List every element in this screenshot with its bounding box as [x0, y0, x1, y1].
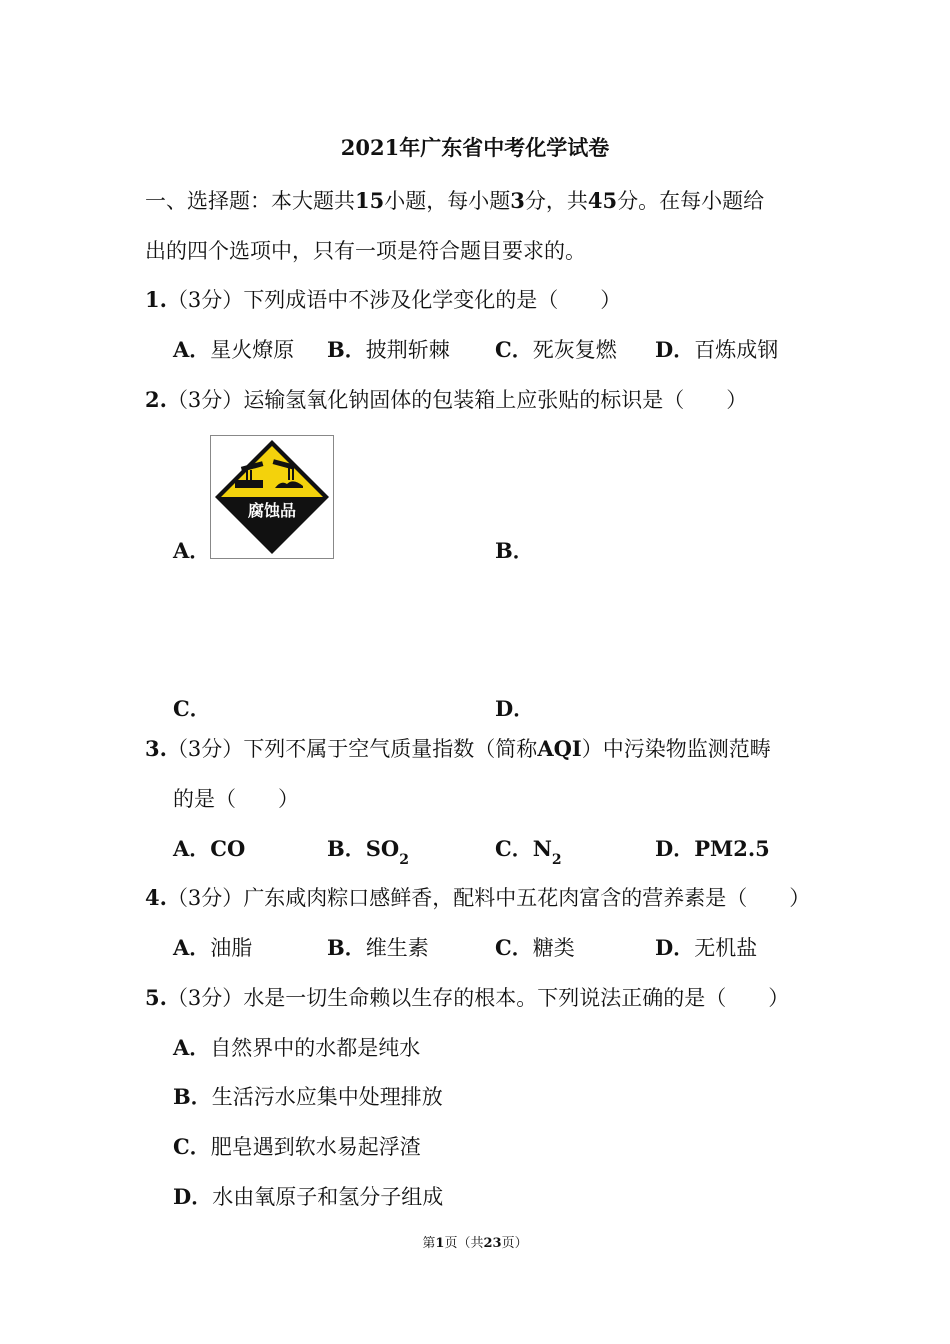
q2-option-c[interactable]: C． — [173, 696, 211, 721]
question-score: （3分） — [166, 886, 244, 910]
question-number: 5 — [145, 985, 160, 1010]
section-text: 小题，每小题 — [384, 189, 511, 213]
question-count: 15 — [355, 188, 385, 213]
q2-option-a[interactable]: A． — [173, 538, 211, 563]
q5-option-a[interactable]: A．自然界中的水都是纯水 — [173, 1035, 421, 1060]
q4-option-c[interactable]: C．糖类 — [495, 935, 575, 960]
question-score: （3分） — [166, 288, 244, 312]
q3-option-c[interactable]: C．$N_2$ — [495, 836, 562, 868]
sign-label: 腐蚀品 — [247, 501, 297, 520]
q4-option-b[interactable]: B．维生素 — [327, 935, 429, 960]
q4-option-a[interactable]: A．油脂 — [173, 935, 253, 960]
question-score: （3分） — [166, 737, 244, 761]
question-5: 5.（3分）水是一切生命赖以生存的根本。下列说法正确的是（ ） — [145, 985, 790, 1010]
section-text: 一、选择题：本大题共 — [145, 189, 355, 213]
question-number: 4 — [145, 885, 160, 910]
q5-option-c[interactable]: C．肥皂遇到软水易起浮渣 — [173, 1134, 421, 1159]
question-2: 2.（3分）运输氢氧化钠固体的包装箱上应张贴的标识是（ ） — [145, 387, 748, 412]
q1-option-d[interactable]: D．百炼成钢 — [655, 337, 779, 362]
question-3-line2: 的是（ ） — [173, 787, 299, 811]
total-points: 45 — [587, 188, 618, 213]
question-number: 1 — [145, 287, 160, 312]
q3-option-b[interactable]: B．$SO_2$ — [327, 836, 409, 868]
q2-option-b[interactable]: B． — [495, 538, 534, 563]
section-header-line2: 出的四个选项中，只有一项是符合题目要求的。 — [145, 239, 586, 263]
question-stem: 运输氢氧化钠固体的包装箱上应张贴的标识是（ ） — [243, 388, 748, 412]
question-score: （3分） — [166, 388, 244, 412]
question-stem: 水是一切生命赖以生存的根本。下列说法正确的是（ ） — [243, 986, 790, 1010]
q3-option-d[interactable]: D．PM2.5 — [655, 836, 770, 861]
total-pages: 23 — [483, 1236, 502, 1251]
page-number: 1 — [435, 1236, 445, 1251]
corrosive-hazard-icon — [211, 436, 333, 558]
question-stem: 下列不属于空气质量指数（简称 — [243, 737, 538, 761]
question-stem: 广东咸肉粽口感鲜香，配料中五花肉富含的营养素是（ ） — [243, 886, 811, 910]
question-number: 2 — [145, 387, 160, 412]
corrosive-sign-image[interactable] — [210, 435, 334, 559]
section-text: 分，共 — [524, 189, 588, 213]
abbreviation: AQI — [537, 736, 582, 761]
page-footer: 第1页（共23页） — [422, 1236, 528, 1251]
q5-option-b[interactable]: B．生活污水应集中处理排放 — [173, 1084, 443, 1109]
points-each: 3 — [510, 188, 525, 213]
question-score: （3分） — [166, 986, 244, 1010]
q3-option-a[interactable]: A．CO — [173, 836, 246, 861]
q1-option-c[interactable]: C．死灰复燃 — [495, 337, 617, 362]
section-text: 分。在每小题给 — [617, 189, 765, 213]
question-stem: ）中污染物监测范畴 — [581, 737, 771, 761]
question-4: 4.（3分）广东咸肉粽口感鲜香，配料中五花肉富含的营养素是（ ） — [145, 885, 811, 910]
q5-option-d[interactable]: D．水由氧原子和氢分子组成 — [173, 1184, 444, 1209]
section-header — [145, 185, 764, 215]
question-1: 1.（3分）下列成语中不涉及化学变化的是（ ） — [145, 287, 622, 312]
q1-option-b[interactable]: B．披荆斩棘 — [327, 337, 450, 362]
q4-option-d[interactable]: D．无机盐 — [655, 935, 758, 960]
page-title: 2021年广东省中考化学试卷 — [340, 135, 610, 160]
question-number: 3 — [145, 736, 160, 761]
question-3: 3.（3分）下列不属于空气质量指数（简称AQI）中污染物监测范畴 — [145, 736, 771, 761]
question-stem: 下列成语中不涉及化学变化的是（ ） — [243, 288, 622, 312]
q1-option-a[interactable]: A．星火燎原 — [173, 337, 295, 362]
q2-option-d[interactable]: D． — [495, 696, 535, 721]
